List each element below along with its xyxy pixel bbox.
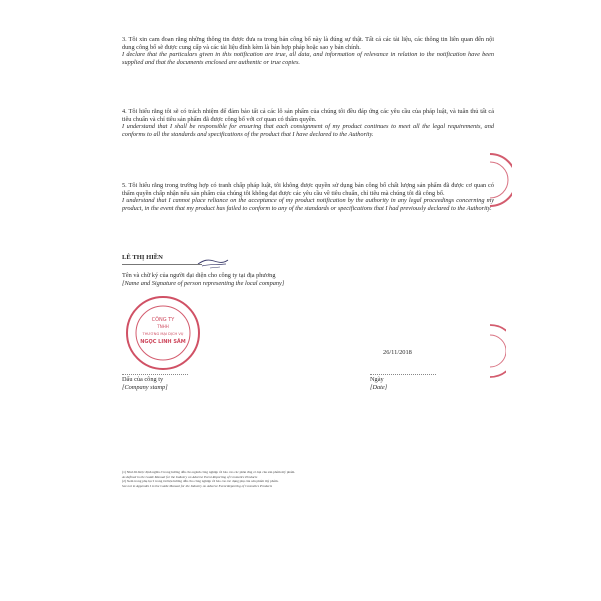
clause-5-en: I understand that I cannot place reliance on the acceptance of my product notification by the authority in any legal proceedings concerning my product, in the event that my product has failed to conform to any of the standards or specifications that I had previously declared to the Authority. (122, 197, 494, 212)
stamp-line3: THƯƠNG MẠI DỊCH VỤ (142, 332, 184, 336)
stamp-line4: NGỌC LINH SÂM (140, 339, 186, 345)
stamp-line2: TNHH (157, 324, 169, 329)
stamp-line1: CÔNG TY (151, 317, 175, 323)
footnote-1-vi: (1) Như đã được định nghĩa ở trong hướng dẫn cho ngành công nghiệp về báo cáo các phản ứng có hại của sản phẩm mỹ phẩm. (122, 470, 296, 474)
representative-label-vi: Tên và chữ ký của người đại diện cho công ty tại địa phương (122, 272, 276, 279)
representative-label (122, 272, 284, 287)
partial-stamp-right-upper-icon (488, 152, 512, 208)
company-stamp-icon (124, 294, 202, 372)
signature-line (122, 264, 202, 265)
footnote-1-en: As defined in the Guide Manual for the Industry on Adverse Event Reporting of Cosmetics Products (122, 474, 258, 479)
company-stamp-label (122, 376, 168, 391)
partial-stamp-right-lower-icon (488, 323, 506, 379)
clause-4-vi: 4. Tôi hiểu rằng tôi sẽ có trách nhiệm để đảm bảo tất cả các lô sản phẩm của chúng tôi đều đáp ứng các yêu cầu của pháp luật, và tuân thủ tất cả tiêu chuẩn và chỉ tiêu sản phẩm đã được công bố với cơ quan có thẩm quyền. (122, 108, 494, 123)
clause-3-en: I declare that the particulars given in this notification are true, all data, and information of relevance in relation to the notification have been supplied and that the documents enclosed are authentic or true copies. (122, 51, 494, 66)
date-label (370, 376, 387, 391)
footnotes (122, 470, 452, 488)
date-label-en: [Date] (370, 383, 388, 391)
clause-3-vi: 3. Tôi xin cam đoan rằng những thông tin được đưa ra trong bản công bố này là đúng sự thật. Tất cả các tài liệu, các thông tin liên quan đến nội dung công bố sẽ được cung cấp và các tài liệu đính kèm là bản hợp pháp hoặc sao y bản chính. (122, 36, 494, 51)
footnote-2-vi: (2) Xem trong phụ lục I trong tài liệu hướng dẫn cho công nghiệp về báo cáo tác dụng phụ của sản phẩm mỹ phẩm. (122, 479, 279, 484)
representative-label-en: [Name and Signature of person representing the local company] (122, 279, 285, 287)
date-dotted-line (370, 374, 436, 375)
date-label-vi: Ngày (370, 376, 384, 383)
clause-5-vi: 5. Tôi hiểu rằng trong trường hợp có tranh chấp pháp luật, tôi không được quyền sử dụng bản công bố chất lượng sản phẩm đã được cơ quan có thẩm quyền chấp nhận nếu sản phẩm của chúng tôi không đạt được các yêu cầu về tiêu chuẩn, chỉ tiêu mà chúng tôi đã công bố. (122, 182, 494, 197)
date-value: 26/11/2018 (383, 349, 412, 356)
clause-4 (122, 108, 494, 138)
company-stamp-label-en: [Company stamp] (122, 383, 168, 391)
footnote-2-en: See not in Appendix I to the Guide Manual for the Industry on Adverse Event Reporting of Cosmetics Products (122, 483, 273, 488)
handwritten-signature (196, 255, 230, 271)
clause-4-en: I understand that I shall be responsible for ensuring that each consignment of my product continues to meet all the legal requirements, and conforms to all the standards and specifications of the product that I have declared to the Authority. (122, 123, 494, 138)
clause-3 (122, 36, 494, 66)
signer-name: LÊ THỊ HIỀN (122, 254, 163, 261)
clause-5 (122, 182, 494, 212)
company-stamp-label-vi: Dấu của công ty (122, 376, 164, 383)
stamp-dotted-line (122, 374, 188, 375)
